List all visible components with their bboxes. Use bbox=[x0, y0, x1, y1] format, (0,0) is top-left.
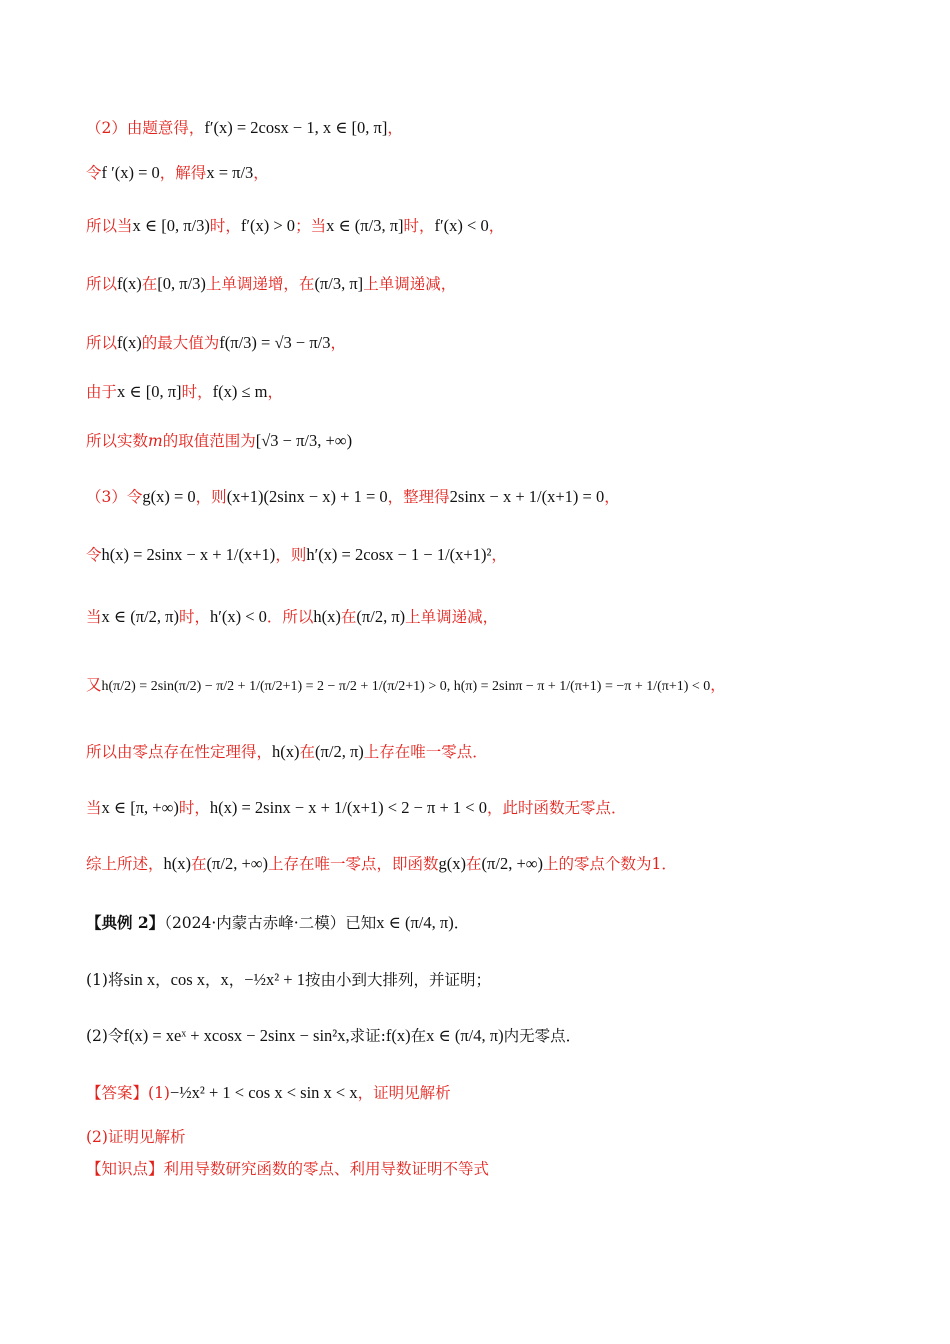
part2-line1 bbox=[86, 118, 403, 138]
text: 当 bbox=[86, 608, 102, 626]
punct: ． bbox=[661, 855, 677, 873]
part3-line5 bbox=[86, 742, 488, 762]
punct: ， bbox=[155, 971, 171, 989]
math: f(x) bbox=[385, 1026, 411, 1045]
part3-line7 bbox=[86, 854, 677, 874]
text: 内无零点． bbox=[503, 1027, 582, 1045]
text: 在 bbox=[299, 743, 316, 761]
math: x bbox=[220, 970, 229, 989]
math: (π/2, +∞) bbox=[206, 854, 269, 873]
math: −½x² + 1 bbox=[244, 970, 305, 989]
math: h(π/2) = 2sin(π/2) − π/2 + 1/(π/2+1) = 2 − π/2 + 1/(π/2+1) > 0, h(π) = 2sinπ − π + 1/(π+1) = −π + 1/(π+1) < 0 bbox=[101, 679, 711, 694]
math: f′(x) > 0 bbox=[240, 216, 296, 235]
example2-q2 bbox=[86, 1026, 581, 1046]
variable-m: m bbox=[148, 432, 163, 450]
text: 在 bbox=[466, 855, 482, 873]
math: h(x) bbox=[313, 607, 341, 626]
text: 按由小到大排列，并证明； bbox=[304, 971, 491, 989]
text: 上单调递增，在 bbox=[205, 275, 315, 293]
text: 时， bbox=[181, 383, 213, 401]
math: f(x) bbox=[117, 274, 142, 293]
text: 将 bbox=[107, 971, 124, 989]
math: h(x) = 2sinx − x + 1/(x+1) < 2 − π + 1 < 0 bbox=[209, 798, 487, 817]
text: ，此时函数无零点． bbox=[486, 799, 627, 817]
punct: ， bbox=[488, 217, 505, 235]
math: x ∈ (π/4, π) bbox=[426, 1026, 504, 1045]
text: 令 bbox=[86, 164, 102, 182]
math: [√3 − π/3, +∞) bbox=[255, 431, 353, 450]
answer-label: 【答案】 bbox=[86, 1084, 149, 1102]
text: 时， bbox=[209, 217, 241, 235]
text: (2)证明见解析 bbox=[86, 1128, 186, 1146]
part3-line2 bbox=[86, 545, 507, 565]
part3-line3 bbox=[86, 607, 498, 627]
math: f(x) bbox=[117, 333, 142, 352]
math: x ∈ [π, +∞) bbox=[101, 798, 179, 817]
math: (π/3, π] bbox=[314, 274, 364, 293]
text: 的取值范围为 bbox=[162, 432, 256, 450]
punct: ， bbox=[491, 546, 507, 564]
punct: ， bbox=[604, 488, 620, 506]
question-number: (1) bbox=[148, 1084, 170, 1102]
math: h(x) = 2sinx − x + 1/(x+1) bbox=[101, 545, 276, 564]
knowledge-text: 利用导数研究函数的零点、利用导数证明不等式 bbox=[163, 1160, 490, 1178]
part3-line4 bbox=[86, 675, 726, 697]
math: g(x) = 0 bbox=[142, 487, 196, 506]
math: x ∈ (π/3, π] bbox=[326, 216, 404, 235]
text: 在 bbox=[340, 608, 357, 626]
math: cos x bbox=[170, 970, 206, 989]
final-answer: 1 bbox=[651, 855, 662, 873]
part2-line3 bbox=[86, 216, 504, 236]
text: 在 bbox=[410, 1027, 427, 1045]
label: （3）令 bbox=[86, 488, 143, 506]
math: −½x² + 1 < cos x < sin x < x bbox=[169, 1083, 358, 1102]
text: ，则 bbox=[275, 546, 307, 564]
math: x ∈ [0, π/3) bbox=[132, 216, 210, 235]
part3-line1 bbox=[86, 487, 620, 507]
text: ，解得 bbox=[159, 164, 207, 182]
text: 时， bbox=[178, 608, 210, 626]
math: g(x) bbox=[438, 854, 467, 873]
text: 所以 bbox=[86, 275, 118, 293]
text: 令 bbox=[107, 1027, 124, 1045]
example2-header bbox=[86, 913, 469, 933]
text: 上存在唯一零点． bbox=[363, 743, 488, 761]
math: x ∈ (π/2, π) bbox=[101, 607, 179, 626]
math: (π/2, π) bbox=[356, 607, 406, 626]
math: x ∈ (π/4, π) bbox=[376, 913, 454, 932]
math: h(x) bbox=[163, 854, 192, 873]
punct: ， bbox=[387, 119, 403, 137]
text: 令 bbox=[86, 546, 102, 564]
punct: ， bbox=[205, 971, 221, 989]
example2-q1 bbox=[86, 970, 491, 990]
text: 由于 bbox=[86, 383, 118, 401]
question-number: (1) bbox=[86, 971, 108, 989]
text: 上单调递减， bbox=[405, 608, 499, 626]
math: h′(x) = 2cosx − 1 − 1/(x+1)² bbox=[306, 545, 492, 564]
text: 所以当 bbox=[86, 217, 133, 235]
punct: ． bbox=[453, 914, 470, 932]
knowledge-line bbox=[86, 1159, 489, 1179]
label: （2）由题意得， bbox=[86, 119, 205, 137]
knowledge-label: 【知识点】 bbox=[86, 1160, 164, 1178]
text: ．所以 bbox=[266, 608, 314, 626]
text: 所以实数 bbox=[86, 432, 149, 450]
math: h(x) bbox=[272, 742, 300, 761]
text: 的最大值为 bbox=[141, 334, 220, 352]
part2-line6 bbox=[86, 382, 283, 402]
math: (π/2, π) bbox=[315, 742, 364, 761]
text: 时， bbox=[178, 799, 210, 817]
math: f(π/3) = √3 − π/3 bbox=[219, 333, 331, 352]
text: 综上所述， bbox=[86, 855, 164, 873]
example-source: （2024·内蒙古赤峰·二模）已知 bbox=[164, 914, 377, 932]
punct: ， bbox=[228, 971, 245, 989]
text: ，则 bbox=[195, 488, 227, 506]
text: 当 bbox=[86, 799, 102, 817]
text: 在 bbox=[191, 855, 207, 873]
part2-line2 bbox=[86, 163, 269, 183]
text: ，证明见解析 bbox=[357, 1084, 451, 1102]
question-number: (2) bbox=[86, 1027, 108, 1045]
part2-line7 bbox=[86, 431, 352, 451]
text: 所以 bbox=[86, 334, 118, 352]
math: h′(x) < 0 bbox=[209, 607, 267, 626]
math: f(x) ≤ m bbox=[212, 382, 268, 401]
math: x = π/3 bbox=[206, 163, 254, 182]
text: 在 bbox=[141, 275, 158, 293]
math: (x+1)(2sinx − x) + 1 = 0 bbox=[226, 487, 388, 506]
punct: ， bbox=[253, 164, 269, 182]
math: f(x) = xeˣ + xcosx − 2sinx − sin²x, bbox=[123, 1026, 350, 1045]
text: 所以由零点存在性定理得， bbox=[86, 743, 273, 761]
math: [0, π/3) bbox=[157, 274, 206, 293]
punct: ， bbox=[710, 676, 726, 694]
math: x ∈ [0, π] bbox=[117, 382, 182, 401]
math: 2sinx − x + 1/(x+1) = 0 bbox=[449, 487, 605, 506]
text: 上单调递减， bbox=[363, 275, 457, 293]
part3-line6 bbox=[86, 798, 627, 818]
math: f′(x) < 0 bbox=[434, 216, 489, 235]
text: 上的零点个数为 bbox=[543, 855, 652, 873]
part2-line4 bbox=[86, 274, 456, 294]
text: 求证: bbox=[349, 1027, 386, 1045]
answer-line2 bbox=[86, 1127, 185, 1147]
text: 时， bbox=[403, 217, 435, 235]
math: f ′(x) = 0 bbox=[101, 163, 160, 182]
punct: ， bbox=[267, 383, 283, 401]
example-title: 【典例 2】 bbox=[86, 913, 165, 932]
text: 上存在唯一零点，即函数 bbox=[268, 855, 439, 873]
math: sin x bbox=[123, 970, 156, 989]
part2-line5 bbox=[86, 333, 346, 353]
text: ，整理得 bbox=[387, 488, 450, 506]
punct: ， bbox=[330, 334, 347, 352]
math: (π/2, +∞) bbox=[481, 854, 544, 873]
text: ；当 bbox=[295, 217, 327, 235]
text: 又 bbox=[86, 676, 102, 694]
answer-line1 bbox=[86, 1083, 451, 1103]
math: f′(x) = 2cosx − 1, x ∈ [0, π] bbox=[204, 118, 388, 137]
